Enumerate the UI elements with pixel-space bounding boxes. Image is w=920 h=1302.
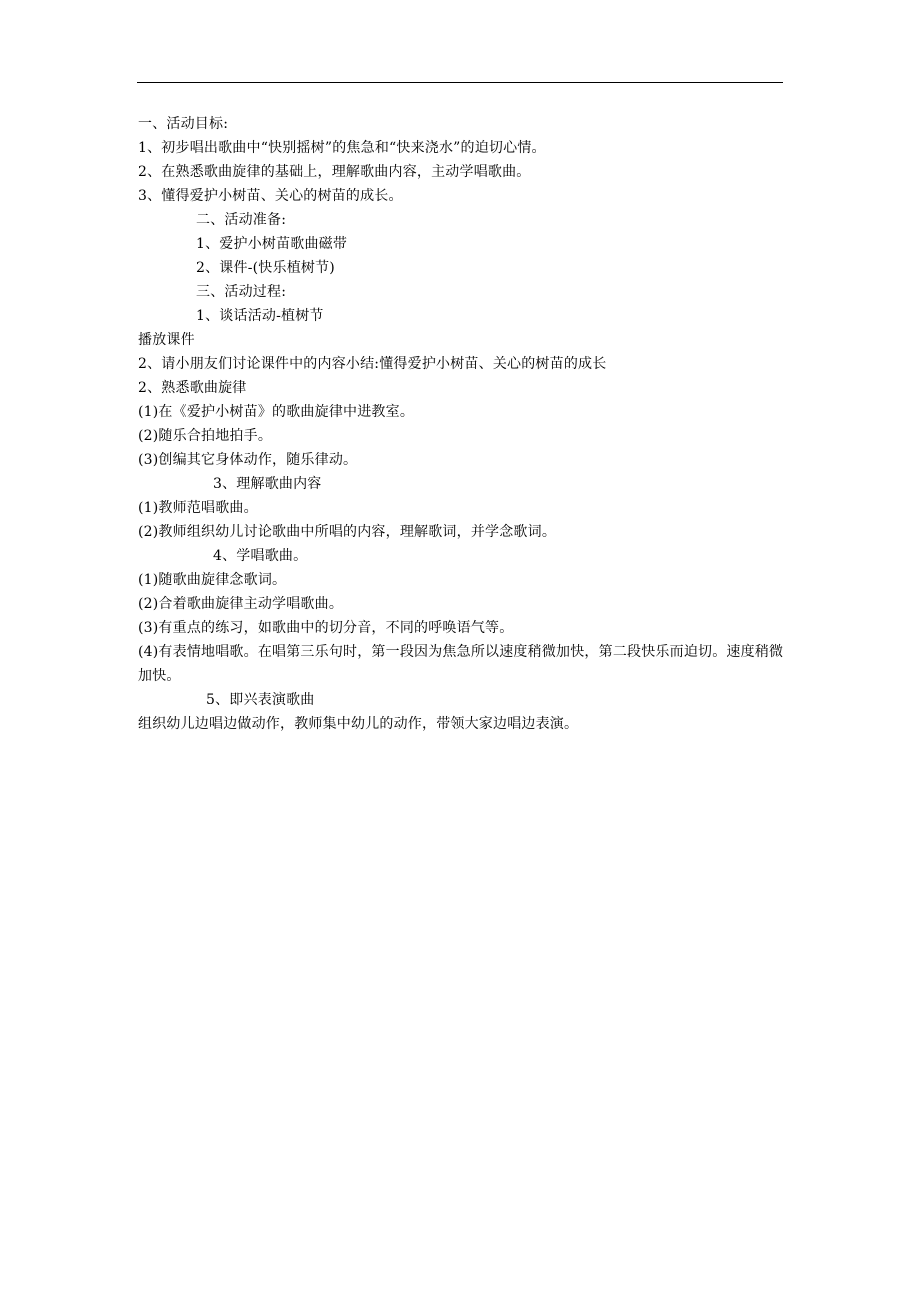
process-step-3: 3、理解歌曲内容 — [213, 476, 322, 492]
step-4-item-4: (4)有表情地唱歌。在唱第三乐句时，第一段因为焦急所以速度稍微加快，第二段快乐而迫切。速度稍微加快。 — [138, 644, 784, 684]
step-4-item-3: (3)有重点的练习，如歌曲中的切分音，不同的呼唤语气等。 — [138, 620, 514, 636]
preparation-item-1: 1、爱护小树苗歌曲磁带 — [196, 236, 348, 252]
step-3-item-2: (2)教师组织幼儿讨论歌曲中所唱的内容，理解歌词，并学念歌词。 — [138, 524, 557, 540]
step-2-item-2: (2)随乐合拍地拍手。 — [138, 428, 273, 444]
process-text-discussion: 2、请小朋友们讨论课件中的内容小结:懂得爱护小树苗、关心的树苗的成长 — [138, 356, 607, 372]
section-heading-preparation: 二、活动准备: — [196, 212, 287, 228]
header-rule — [137, 82, 783, 83]
step-2-item-1: (1)在《爱护小树苗》的歌曲旋律中进教室。 — [138, 404, 415, 420]
document-body — [138, 112, 788, 736]
step-4-item-1: (1)随歌曲旋律念歌词。 — [138, 572, 287, 588]
preparation-item-2: 2、课件-(快乐植树节) — [196, 260, 335, 276]
step-5-text: 组织幼儿边唱边做动作，教师集中幼儿的动作，带领大家边唱边表演。 — [138, 716, 579, 732]
goal-item-1: 1、初步唱出歌曲中“快别摇树”的焦急和“快来浇水”的迫切心情。 — [138, 140, 546, 156]
goal-item-2: 2、在熟悉歌曲旋律的基础上，理解歌曲内容，主动学唱歌曲。 — [138, 164, 531, 180]
process-step-5: 5、即兴表演歌曲 — [206, 692, 315, 708]
process-step-4: 4、学唱歌曲。 — [213, 548, 308, 564]
process-step-1: 1、谈话活动-植树节 — [196, 308, 324, 324]
step-4-item-2: (2)合着歌曲旋律主动学唱歌曲。 — [138, 596, 344, 612]
step-2-item-3: (3)创编其它身体动作，随乐律动。 — [138, 452, 358, 468]
section-heading-process: 三、活动过程: — [196, 284, 287, 300]
step-3-item-1: (1)教师范唱歌曲。 — [138, 500, 258, 516]
section-heading-goals: 一、活动目标: — [138, 116, 229, 132]
goal-item-3: 3、懂得爱护小树苗、关心的树苗的成长。 — [138, 188, 403, 204]
process-step-2: 2、熟悉歌曲旋律 — [138, 380, 247, 396]
process-text-play-courseware: 播放课件 — [138, 332, 195, 348]
